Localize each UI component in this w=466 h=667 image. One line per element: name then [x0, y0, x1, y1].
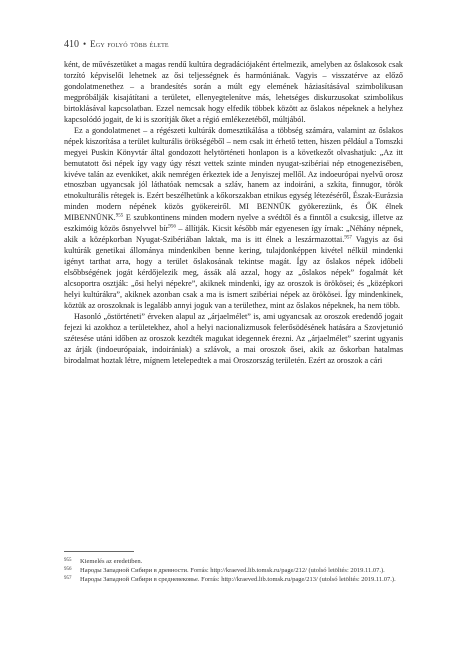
footnote [64, 575, 403, 584]
page-number: 410 [64, 39, 79, 50]
footnote [64, 566, 403, 575]
footnote-ref-957[interactable]: 957 [344, 235, 352, 241]
paragraph-text: Hasonló „östörténeti” érveken alapul az „árjaelmélet” is, ami ugyancsak az oroszok eredendő jogait fejezi ki azokhoz a területekhez, ahol a helyi nacionalizmusok felerősödésének hatására a Szovjetunió szétesése utáni időben az oroszok kezdték magukat idegennek érezni. Az „árjaelmélet” szerint ugyanis az árják (indoeurópaiak, indoirániak) a szlávok, a mai oroszok ősei, akik az őskorban hatalmas birodalmat hoztak létre, mígnem letelepedtek a mai Oroszország területén. Ezért az oroszok a cári [64, 311, 403, 365]
running-header [64, 38, 404, 51]
footnote-text: Народы Западной Сибири в древности. Forrás: http://kraeved.lib.tomsk.ru/page/212/ (utolsó letöltés: 2019.11.07.). [80, 567, 385, 575]
running-title: Egy folyó több élete [90, 39, 169, 49]
footnote-number: 956 [64, 567, 72, 573]
footnote-number: 955 [64, 558, 72, 563]
footnote-text: Народы Западной Сибири в средневековье. Forrás: http://kraeved.lib.tomsk.ru/page/213/ (utolsó letöltés: 2019.11.07.). [80, 576, 396, 584]
footnote-text: Kiemelés az eredetiben. [80, 558, 143, 565]
paragraph-3 [64, 312, 403, 367]
footnotes [64, 557, 403, 585]
paragraph-1 [64, 60, 403, 126]
header-bullet: • [83, 39, 87, 49]
paragraph-text: ként, de művészetüket a magas rendű kultúra degradációjaként értelmezik, amelyben az őslakosok csak torzító képviselői lehetnek az ősi teljességnek és harmóniának. Vagyis – visszatérve az előző gondolatmenethez – a brandesítés során a múlt egy elemének háziasításával szimbolikusan megpróbálják kisajátítani a területet, ellenyegtelenítve más, lehetséges diskurzusokat szimbolikus birtoklásával kapcsolatban. Ezzel nemcsak hogy elfedik többek között az őslakos népeknek a helyhez kapcsolódó jogait, de ki is szorítják őket a régió emlékezetéből, múltjából. [64, 60, 403, 124]
footnote-ref-955[interactable]: 955 [115, 213, 124, 219]
footnote-ref-956[interactable]: 956 [168, 224, 176, 230]
body-text [64, 60, 403, 367]
paragraph-text: E szubkontinens minden modern nyelve a svédtől és a finntől a csukcsig, illetve az eszkimóig közös ősnyelvvel bír [64, 213, 403, 234]
footnote-divider [64, 551, 134, 552]
paragraph-text: Vagyis az ősi kultúrák genetikai állománya mindenkiben benne kering, tulajdonképpen kivétel nélkül mindenki igényt tarthat arra, hogy a terület őslakosának tekintse magát. Így az őslakos népek időbeli elsőbbségének jogát kérdőjelezik meg, ássák alá azzal, hogy az „őslakos népek” fogalmát két alcsoportra osztják: „ősi helyi népekre”, akiknek mindenki, így az oroszok is örökösei; és „középkori helyi kultúrákra”, akiknek azonban csak a ma is ismert szibériai népek az örökösei. Így mindenkinek, köztük az oroszoknak is legalább annyi joguk van a területhez, mint az őslakos népeknek, ha nem több. [64, 235, 404, 310]
footnote-number: 957 [64, 576, 72, 582]
footnote [64, 557, 403, 566]
paragraph-text: – állítják. Kicsit később már egyenesen így írnak: „Néhány népnek, akik a középkorban Nyugat-Szibériában laktak, ma is itt élnek a leszármazottai. [64, 224, 403, 245]
paragraph-text: Ez a gondolatmenet – a régészeti kultúrák domesztikálása a többség számára, valamint az őslakos népek kiszorítása a terület kulturális örökségéből – nem csak itt érhető tetten, hiszen például a Tomszki megyei Puskin Könyvtár által gondozott helytörténeti honlapon is a következőt olvashatjuk: „Az itt bemutatott ősi népek így vagy úgy részt vettek szinte minden nyugat-szibériai nép etnogenezisében, kivéve talán az evenkiket, akik nemrégen érkeztek ide a Jenyiszej mellől. Az indoeurópai nyelvű orosz etnoszban ugyancsak jól láthatóak nemcsak a szláv, hanem az indoiráni, a szkíta, finnugor, török etnokulturális rétegek is. Ezért beszélhetünk a kőkorszakban etnikus egység létezéséről, Észak-Eurázsia minden modern népének közös gyökereiről. MI BENNÜK gyökerezünk, és ŐK élnek MIBENNÜNK. [64, 125, 403, 223]
paragraph-2 [64, 126, 403, 312]
